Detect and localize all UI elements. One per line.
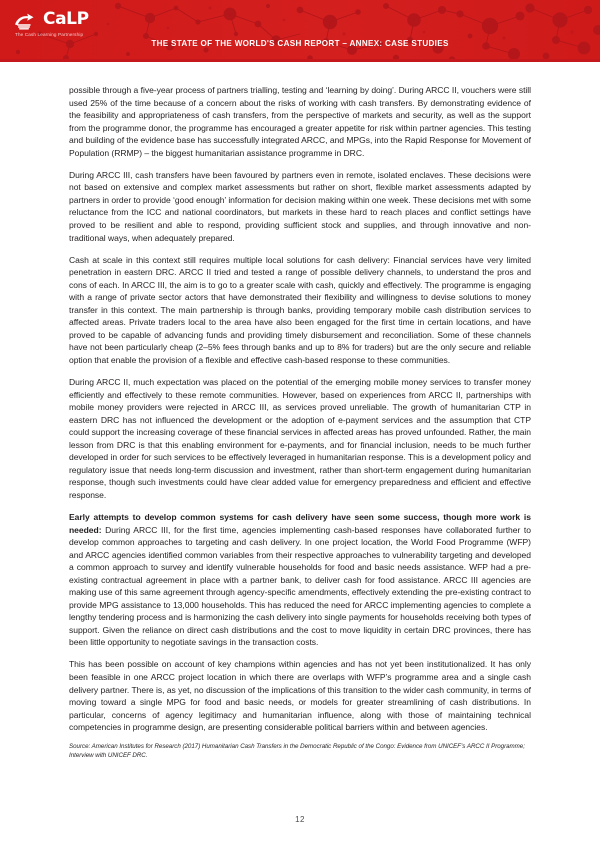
page-number: 12 xyxy=(295,815,305,824)
paragraph-2-text: During ARCC III, cash transfers have been favoured by partners even in remote, isolated enclaves. These decisions were not based on extensive and complex market assessments but rather on short, flexible market assessments adapted by partners in order to provide ‘good enough’ information for decision making within one week. These decisions met with some reluctance from the ICC and national coordinators, but markets in these hard to reach places and conflict settings have proved to be resilient and able to respond, providing sufficient stock and supplies, and through innovative and non-traditional ways, when adequately prepared. xyxy=(69,169,531,243)
calp-wordmark: CaLP xyxy=(43,9,89,29)
source-citation: Source: American Institutes for Research (2017) Humanitarian Cash Transfers in the Democratic Republic of the Congo: Evidence from UNICEF’s ARCC II Programme; Interview with UNICEF DRC. xyxy=(69,743,525,759)
paragraph-1-text: possible through a five-year process of partners trialling, testing and ‘learning by doing’. During ARCC II, vouchers were still used 25% of the time because of a concern about the risks of working with cash transfers. By demonstrating evidence of the feasibility and appropriateness of cash transfers, from the perspective of markets and security, as well as the support from the programme donor, the programme has encouraged a greater appetite for risk within partner agencies. This testing and building of the evidence base has successfully integrated ARCC, and MPGs, into the Rapid Response for Movement of Population (RRMP) – the biggest humanitarian assistance programme in DRC. xyxy=(69,85,531,158)
page-content xyxy=(69,84,531,760)
calp-tagline: The Cash Learning Partnership xyxy=(15,32,84,37)
report-title: THE STATE OF THE WORLD'S CASH REPORT – ANNEX: CASE STUDIES xyxy=(151,39,449,48)
paragraph-6-text: This has been possible on account of key champions within agencies and has not yet been institutionalized. It has only been feasible in one ARCC project location in which there are overlaps with WFP’s programme area and a single cash delivery partner. There is, as yet, no discussion of the implications of this transition to the wider cash community, in terms of moving toward a single MPG for food and basic needs, or models for greater streamlining of cash distributions. In particular, concerns of agency legitimacy and humanitarian influence, along with those of maintaining technical competencies in programme design, are presenting considerable political barriers within and between agencies. xyxy=(69,659,531,733)
paragraph-3-text: Cash at scale in this context still requires multiple local solutions for cash delivery: Financial services have very limited penetration in eastern DRC. ARCC II tried and tested a range of possible delivery channels, to understand the pros and cons of each. In ARCC III, the aim is to go to a greater scale with cash, quickly and effectively. The programme is engaging with a range of private sector actors that have demonstrated their flexibility and willingness to devise solutions to money transfer in this context. The main partnership is through banks, providing temporary mobile cash distribution services to affected areas. Private traders local to the area have also been engaged for the first time in certain locations, and have proved to be capable of advancing funds and providing timely disbursement and reconciliation. Some of these channels have not been particularly cheap (2–5% fees through banks and up to 8% for traders) but are the only secure and reliable option that enable the provision of a flexible and effective cash-based response to these communities. xyxy=(69,254,531,365)
paragraph-6 xyxy=(69,658,531,733)
paragraph-4 xyxy=(69,376,531,501)
paragraph-3 xyxy=(69,254,531,367)
paragraph-5-lead-in: Early attempts to develop common systems for cash delivery have seen some success, though more work is needed: xyxy=(69,511,531,535)
page-header-banner xyxy=(0,0,600,62)
calp-hand-logo-icon xyxy=(14,12,40,30)
paragraph-5 xyxy=(69,511,531,649)
paragraph-4-text: During ARCC II, much expectation was placed on the potential of the emerging mobile money services to transfer money efficiently and effectively to these remote communities. However, based on experiences from ARCC II, partnerships with mobile money providers were rejected in ARCC III, as services proved unreliable. The growth of humanitarian CTP in eastern DRC has not influenced the development or the adoption of e-payment services and the assumption that CTP could support the increasing coverage of these financial services in affected areas has proved unfounded. Rather, the main lesson from DRC is that this enabling environment for e-payments, and for financial inclusion, needs to be much further developed in order for such services to be effectively leveraged in humanitarian response. This is a development policy and regulatory issue that needs long-term discussion and investment, rather than short-term engagement during humanitarian response, though such investments could have clear added value for emergency preparedness and efficient and effective response. xyxy=(69,376,531,500)
banner-bottom-rule xyxy=(0,59,600,62)
paragraph-2 xyxy=(69,169,531,244)
paragraph-5-text: During ARCC III, for the first time, agencies implementing cash-based responses have collaborated further to develop common approaches to targeting and cash delivery. In one project location, the World Food Programme (WFP) and ARCC agencies identified common variables from their respective approaches to vulnerability targeting and developed a common approach to survey and identify vulnerable households for food and basic needs assistance. WFP had a pre-existing contractual agreement in place with a partner bank, to deliver cash for food assistance. ARCC III agencies are making use of this same agreement through agency-specific amendments, effectively extending the pre-existing contract to provide MPG assistance to 13,000 households. This has reduced the need for ARCC implementing agencies to complete a lengthy tendering process and is harmonizing the cash delivery into single payments for households receiving both types of support. Given the reliance on direct cash distributions and the cost to move liquidity in certain DRC provinces, there has been little opportunity to negotiate savings in the transaction costs. xyxy=(69,524,531,648)
paragraph-1 xyxy=(69,84,531,159)
